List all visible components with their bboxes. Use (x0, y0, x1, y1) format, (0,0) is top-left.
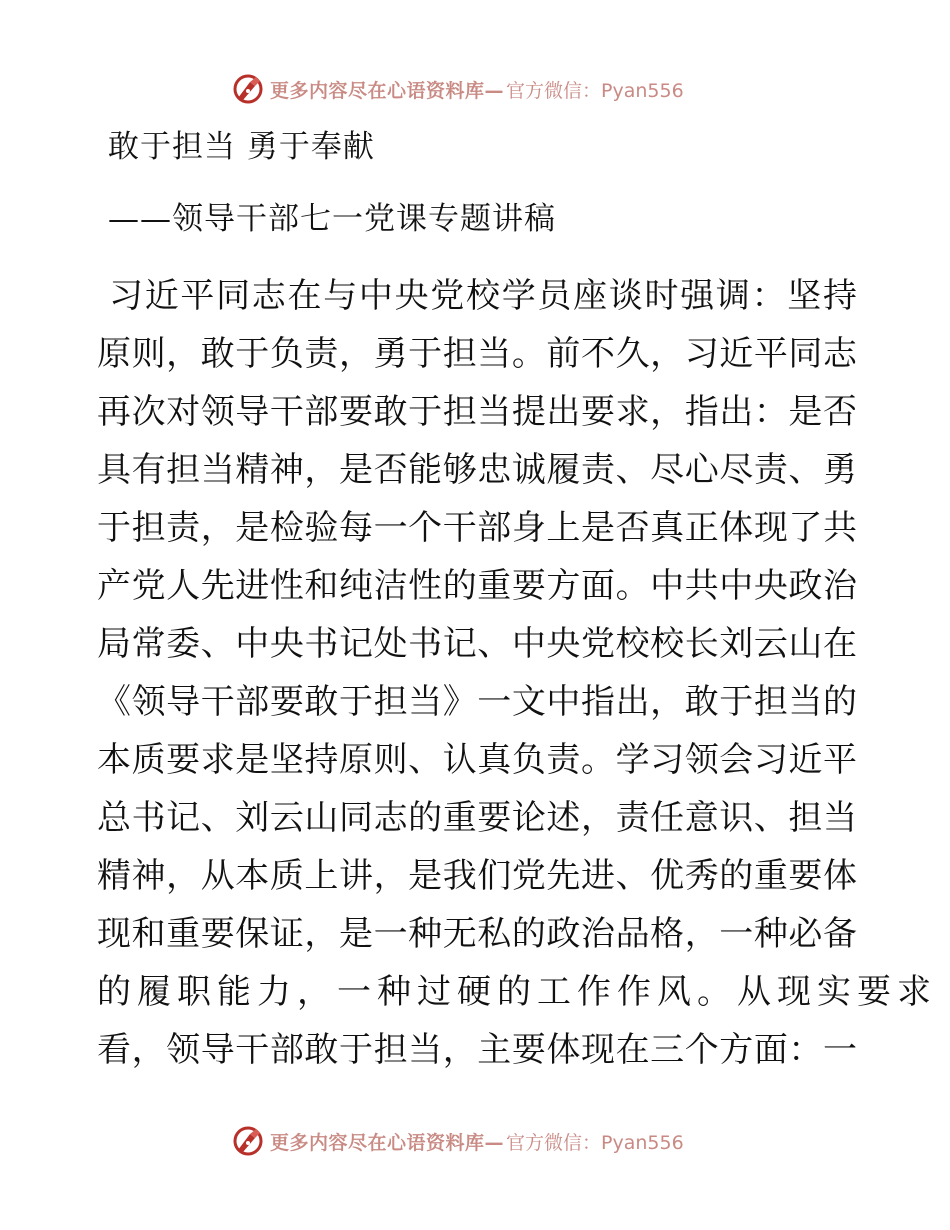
pen-nib-logo-icon (232, 1125, 264, 1157)
body-line: 看，领导干部敢于担当，主要体现在三个方面：一 (97, 1030, 857, 1070)
body-line: 习近平同志在与中央党校学员座谈时强调：坚持 (109, 276, 857, 316)
banner-contact: 官方微信：Pyan556 (506, 79, 684, 102)
banner-text: 更多内容尽在心语资料库— (270, 79, 505, 102)
pen-nib-logo-icon (232, 73, 264, 105)
body-line: 总书记、刘云山同志的重要论述，责任意识、担当 (97, 798, 857, 838)
body-line: 现和重要保证，是一种无私的政治品格，一种必备 (97, 914, 857, 954)
document-title: 敢于担当 勇于奉献 (108, 129, 375, 165)
body-line: 《领导干部要敢于担当》一文中指出，敢于担当的 (97, 682, 857, 722)
body-line: 于担责，是检验每一个干部身上是否真正体现了共 (97, 508, 857, 548)
body-line: 局常委、中央书记处书记、中央党校校长刘云山在 (97, 624, 857, 664)
document-subtitle: ——领导干部七一党课专题讲稿 (108, 201, 556, 237)
banner-text: 更多内容尽在心语资料库— (270, 1131, 505, 1154)
body-line: 本质要求是坚持原则、认真负责。学习领会习近平 (97, 740, 857, 780)
body-line: 再次对领导干部要敢于担当提出要求，指出：是否 (97, 392, 857, 432)
document-body (97, 272, 937, 1084)
body-line: 原则，敢于负责，勇于担当。前不久，习近平同志 (97, 334, 857, 374)
body-line: 的履职能力，一种过硬的工作作风。从现实要求 (97, 972, 937, 1012)
footer-banner (232, 1124, 684, 1158)
body-line: 精神，从本质上讲，是我们党先进、优秀的重要体 (97, 856, 857, 896)
body-line: 产党人先进性和纯洁性的重要方面。中共中央政治 (97, 566, 857, 606)
body-line: 具有担当精神，是否能够忠诚履责、尽心尽责、勇 (97, 450, 857, 490)
header-banner (232, 72, 684, 106)
banner-contact: 官方微信：Pyan556 (506, 1131, 684, 1154)
